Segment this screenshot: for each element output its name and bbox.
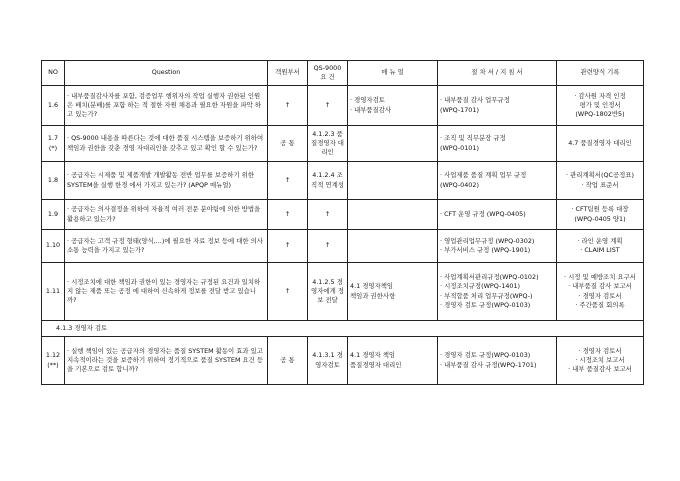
row-records-line: · 경영자 검토서 — [578, 291, 622, 300]
section-label: 4.1.3 경영자 검토 — [42, 321, 644, 337]
row-records — [557, 263, 644, 321]
row-question: · 실행 책임이 있는 공급자의 경영자는 품질 SYSTEM 활동이 효과 있고 지속적이라는 것을 보증하기 위하여 정기적으로 품질 SYSTEM 요건 등을 기본으로 검토 합니까? — [65, 337, 268, 385]
row-no: 1.9 — [42, 200, 65, 230]
row-records-line: 4.7 품질경영자 대리인 — [568, 138, 632, 147]
row-qs: ↑ — [308, 86, 348, 126]
header-dept: 객원부서 — [268, 61, 308, 86]
row-procedure-line: · 부가서비스 규정 (WPQ-1901) — [440, 246, 531, 254]
row-procedure-line: · 사업제품 품질 계획 업무 규정 — [440, 171, 527, 180]
table-row — [42, 263, 644, 321]
row-procedure — [438, 162, 557, 200]
row-qs: 4.1.2.3 품질경영자 대리인 — [308, 126, 348, 162]
row-procedure-line: · 경영자 검토 규정(WPQ-0103) — [440, 300, 531, 309]
row-procedure — [438, 86, 557, 126]
row-manual — [348, 200, 438, 230]
row-manual — [348, 126, 438, 162]
row-dept: ↑ — [268, 86, 308, 126]
row-procedure-line: · 내부품질 감사 규정(WPQ-1701) — [440, 360, 537, 369]
header-manual: 매 뉴 얼 — [348, 61, 438, 86]
table-row — [42, 126, 644, 162]
row-manual-line: 품질경영자 대리인 — [350, 360, 402, 369]
row-no: 1.6 — [42, 86, 65, 126]
table-row — [42, 162, 644, 200]
section-row — [42, 321, 644, 337]
row-no: 1.8 — [42, 162, 65, 200]
row-records — [557, 200, 644, 230]
row-records-line: · CFT팀원 등록 대장 — [571, 205, 629, 214]
row-procedure-line: (WPQ-0402) — [440, 180, 479, 189]
row-no: 1.11 — [42, 263, 65, 321]
row-qs: 4.1.2.4 조직적 연계성 — [308, 162, 348, 200]
row-procedure-line: · 시정조치규정(WPQ-1401) — [440, 282, 521, 291]
row-procedure-line: · 영업관리업무규정 (WPQ-0302) — [440, 236, 535, 245]
row-records — [557, 230, 644, 263]
row-procedure-line: · 사업계획서관리규정(WPQ-0102) — [440, 272, 539, 281]
row-procedure — [438, 263, 557, 321]
row-question: · 공급자는 시제품 및 제품개발 개발활동 전반 업무를 보증하기 위한 SYSTEM을 실행 한경 에서 가지고 있는가? (APQP 매뉴얼) — [65, 162, 268, 200]
row-records-line: · 주간품질 회의록 — [575, 300, 625, 309]
row-no: 1.10 — [42, 230, 65, 263]
row-procedure-line: · 내부품질 감사 업무규정 — [440, 96, 510, 105]
row-manual-line: 4.1 경영자책임 — [350, 282, 394, 291]
row-manual — [348, 162, 438, 200]
row-procedure-line: (WPQ-1701) — [440, 105, 479, 114]
row-records-line: · 내부품질 감사 보고서 — [568, 282, 632, 291]
row-question: · 시정조치에 대한 책임과 권한이 있는 경영자는 규정된 요건과 일치하지 않는 제품 또는 공정 에 대하여 신속하게 정보를 전달 받고 있습니까? — [65, 263, 268, 321]
row-qs: ↑ — [308, 200, 348, 230]
table-row — [42, 230, 644, 263]
row-records-line: · 관리계획서(QC공정표) — [566, 171, 634, 180]
header-row — [42, 61, 644, 86]
row-qs: ↑ — [308, 230, 348, 263]
row-records-line: (WPQ-0405 양1) — [574, 214, 626, 223]
row-no: 1.12 (**) — [42, 337, 65, 385]
table-row — [42, 200, 644, 230]
row-records — [557, 86, 644, 126]
row-procedure — [438, 337, 557, 385]
row-procedure-line: · 부적합품 처리 업무규정(WPQ-) — [440, 291, 533, 300]
row-procedure — [438, 230, 557, 263]
row-records-line: · 내부 품질감사 보고서 — [568, 365, 632, 374]
header-records: 관련양식 기록 — [557, 61, 644, 86]
row-question: · 내부품질감사자를 포함, 검증업무 행위자의 작업 실행자 권한된 인원은 배치(분배)를 포함 하는 적 절한 자원 채용과 필요한 자원을 파악 하고 있는가? — [65, 86, 268, 126]
row-records-line: · 감사원 자격 인정 — [574, 91, 626, 100]
row-question: · 공급자는 의사결정을 위하여 자율적 여러 전문 분야팀에 의한 방법을 활용하고 있는가? — [65, 200, 268, 230]
header-no: NO — [42, 61, 65, 86]
row-records-line: · 시정 및 예방조치 요구서 — [564, 272, 636, 281]
row-manual — [348, 230, 438, 263]
checklist-sheet — [41, 60, 644, 385]
row-procedure-line: · CFT 운영 규정 (WPQ-0405) — [440, 209, 526, 218]
row-records-line: · CLAIM LIST — [580, 246, 620, 254]
row-procedure — [438, 126, 557, 162]
row-records — [557, 337, 644, 385]
row-dept: 공 통 — [268, 126, 308, 162]
row-records-line: · 시정조치 보고서 — [575, 355, 625, 364]
row-dept: ↑ — [268, 230, 308, 263]
row-manual-line: · 경영자검토 — [350, 96, 385, 105]
row-records-line: (WPQ-1802반5) — [575, 110, 625, 119]
header-procedure: 절 차 서 / 지 침 서 — [438, 61, 557, 86]
row-records — [557, 126, 644, 162]
row-dept: ↑ — [268, 200, 308, 230]
table-row — [42, 86, 644, 126]
table-row — [42, 337, 644, 385]
row-procedure-line: · 경영자 검토 규정(WPQ-0103) — [440, 351, 531, 360]
row-procedure — [438, 200, 557, 230]
row-procedure-line: (WPQ-0101) — [440, 143, 479, 152]
row-question: · 공급자는 고객 규정 형태(양식,...)에 필요한 자료 정보 등에 대한 의사소통 능력을 가지고 있는가? — [65, 230, 268, 263]
row-procedure-line: · 조직 및 직무분장 규정 — [440, 134, 506, 143]
row-dept: ↑ — [268, 162, 308, 200]
header-question: Question — [65, 61, 268, 86]
row-manual-line: · 내부품질감사 — [350, 105, 392, 114]
row-no: 1.7 (*) — [42, 126, 65, 162]
row-qs: 4.1.3.1 경영자검토 — [308, 337, 348, 385]
row-dept: 공 통 — [268, 337, 308, 385]
row-records-line: · 작업 표준서 — [581, 180, 619, 189]
row-qs: 4.1.2.5 경영자에게 정보 전달 — [308, 263, 348, 321]
row-manual — [348, 337, 438, 385]
row-records-line: · 라인 운영 계획 — [577, 236, 623, 245]
row-records-line: · 경영자 검토서 — [578, 346, 622, 355]
row-manual-line: 4.1 경영자 책임 — [350, 351, 396, 360]
row-manual — [348, 263, 438, 321]
row-dept: ↑ — [268, 263, 308, 321]
row-manual — [348, 86, 438, 126]
row-records — [557, 162, 644, 200]
header-qs: QS-9000 요 건 — [308, 61, 348, 86]
checklist-table — [41, 60, 644, 385]
row-question: · QS-9000 내용을 따른다는 것에 대한 품질 시스템을 보증하기 위하여 책임과 권한을 갖춘 경영 자대리인을 갖추고 있고 확인 할 수 있는가? — [65, 126, 268, 162]
row-manual-line: 책임과 권한사항 — [350, 291, 396, 300]
row-records-line: 평가 및 인정서 — [579, 100, 621, 109]
